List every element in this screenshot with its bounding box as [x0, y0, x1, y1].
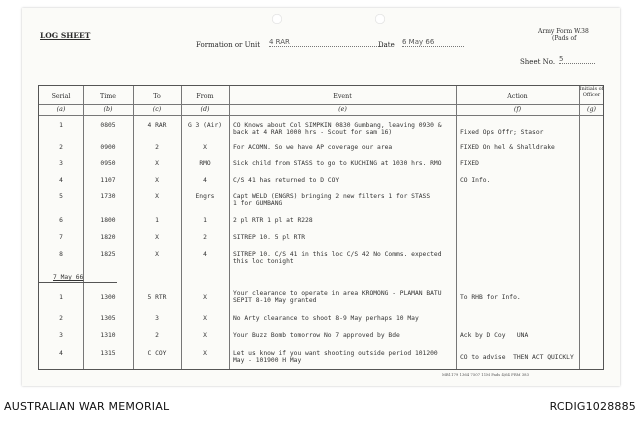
log-sheet-document: [22, 8, 620, 386]
archive-credit: AUSTRALIAN WAR MEMORIAL: [4, 400, 170, 413]
date-label: Date: [378, 41, 395, 49]
col-initials-sub: (g): [587, 106, 596, 113]
col-initials-header: Initials of Officer: [579, 86, 604, 98]
col-action-header: Action: [507, 93, 528, 100]
col-from-header: From: [196, 93, 214, 100]
date-divider: 7 May 66: [53, 274, 84, 281]
col-serial-sub: (a): [56, 106, 66, 113]
col-to-sub: (c): [152, 106, 162, 113]
col-action-sub: (f): [513, 106, 522, 113]
log-table: Serial Time To From Event Action Initials of Officer (a) (b) (c) (d) (e) (f) (g) 1 0805 4 RAR G 3 (Air) CO Knows about Col SIMPKIN 0830 Gumbang, leaving 0930 & back at 4 RAR 1000 hrs - Scout for sam 16) Fixed Ops Offr; Stasor 2 0900 2 X For ACOMN. So we have AP coverage our area FIXED On hel & Shalldrake 3 0950 X RMO Sick child from STASS to go to KUCHING at 1030 hrs. RMO FIXED 4 1107 X 4 C/S 41 has returned to D COY CO Info. 5 1730 X Engrs Capt WELD (ENGRS) bringing 2 new filters 1 for STASS 1 for GUMBANG 6 1800 1 1 2 pl RTR 1 pl at R228 7 1820 X 2 SITREP 10. 5 pl RTR 8 1825 X 4 SITREP 10. C/S 41 in this loc C/S 42 No Comms. expected this loc tonight 7 May 66 1 1300 5 RTR X Your clearance to operate in area KROMONG - PLAMAN BATU SEPIT 8-10 May granted To RHB for Info. 2 1305 3 X No Arty clearance to shoot 8-9 May perhaps 10 May 3 1310 2 X Your Buzz Bomb tomorrow No 7 approved by Bde Ack by D Coy UNA 4 1315 C COY X Let us know if you want shooting outside period 101200 May - 101900 H May CO to advise THEN ACT QUICKLY: [38, 85, 604, 370]
sheet-no-label: Sheet No.: [520, 58, 556, 66]
col-event-header: Event: [333, 93, 352, 100]
col-from-sub: (d): [200, 106, 210, 113]
date-value: 6 May 66: [402, 38, 464, 47]
pads-of-label: (Pads of: [552, 35, 577, 42]
form-title: LOG SHEET: [40, 31, 91, 40]
archive-reference: RCDIG1028885: [549, 400, 636, 413]
col-time-header: Time: [100, 93, 116, 100]
print-note: MB1179 1364 7507 11M Pads 4/64 FRM 383: [442, 372, 530, 377]
formation-label: Formation or Unit: [196, 41, 261, 49]
formation-value: 4 RAR: [269, 38, 387, 47]
col-serial-header: Serial: [51, 93, 71, 100]
punch-hole: [375, 14, 385, 24]
date-divider-rule: [39, 282, 117, 283]
col-event-sub: (e): [338, 106, 347, 113]
sheet-no-value: 5: [559, 55, 595, 64]
col-to-header: To: [153, 93, 161, 100]
col-time-sub: (b): [103, 106, 113, 113]
army-form-number: Army Form W.38: [538, 28, 589, 35]
punch-hole: [272, 14, 282, 24]
